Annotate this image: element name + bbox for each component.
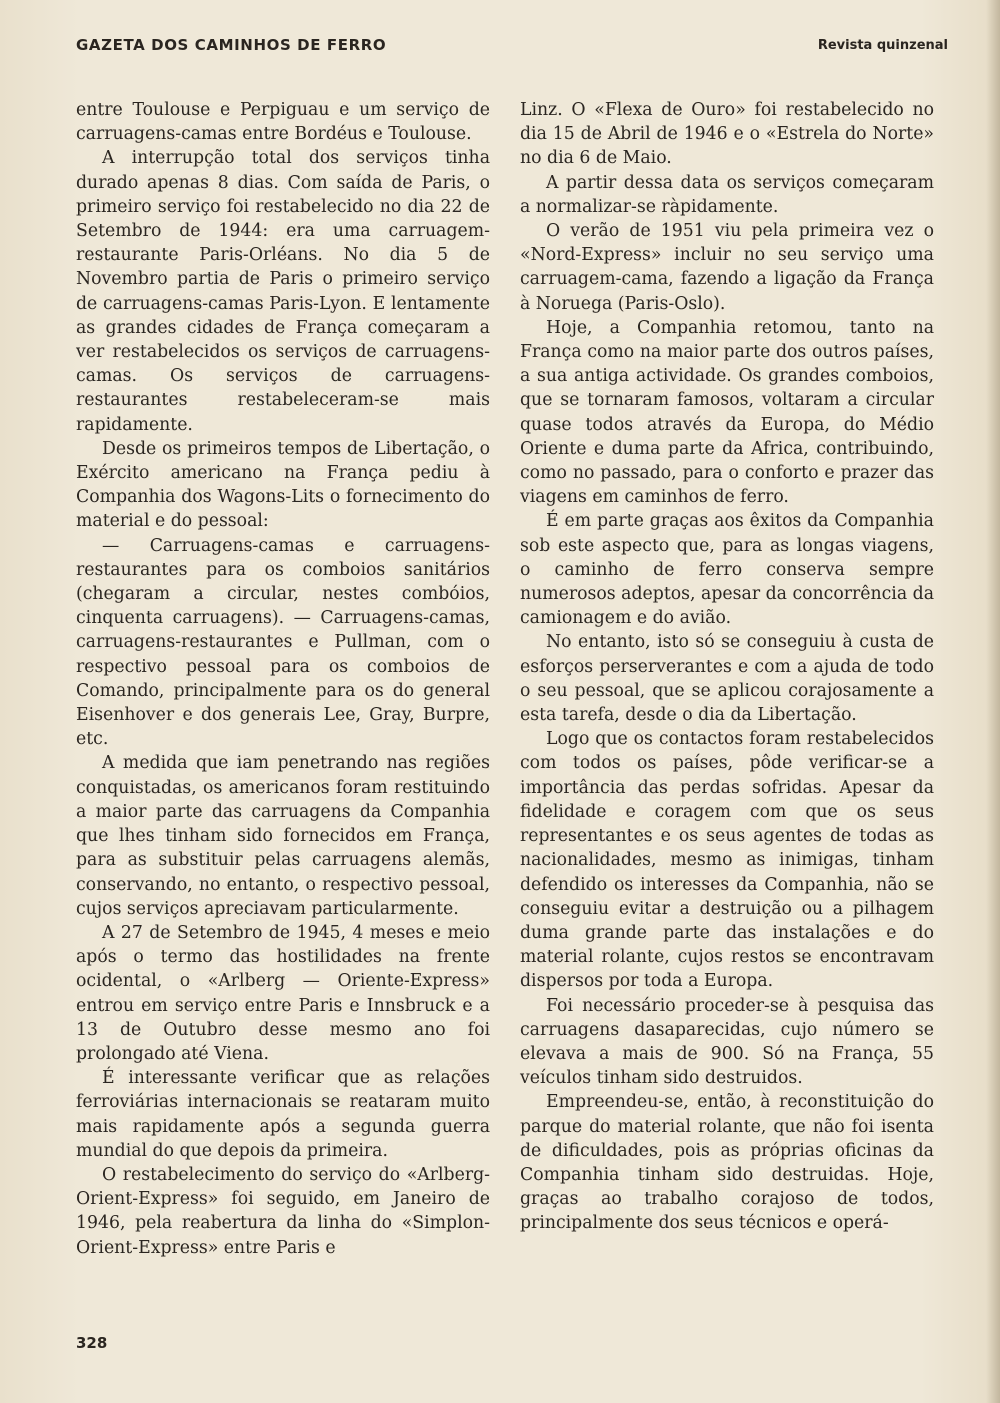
paragraph: O restabelecimento do serviço do «Arlberg-Orient-Express» foi seguido, em Janeiro de 1946, pela reabertura da linha do «Simplon-Orient-Express» entre Paris e	[76, 1164, 490, 1258]
paragraph: No entanto, isto só se conseguiu à custa de esforços perserverantes e com a ajuda de todo o seu pessoal, que se aplicou corajosamente a esta tarefa, desde o dia da Libertação.	[520, 632, 934, 726]
paragraph: É em parte graças aos êxitos da Companhia sob este aspecto que, para as longas viagens, o caminho de ferro conserva sempre numerosos adeptos, apesar da concorrência da camionagem e do avião.	[520, 511, 934, 629]
paragraph: Desde os primeiros tempos de Libertação, o Exército americano na França pediu à Companhia dos Wagons-Lits o fornecimento do material e do pessoal:	[76, 438, 490, 532]
paragraph: Foi necessário proceder-se à pesquisa das carruagens dasaparecidas, cujo número se elevava a mais de 900. Só na França, 55 veículos tinham sido destruidos.	[520, 995, 934, 1089]
paragraph: A partir dessa data os serviços começaram a normalizar-se ràpidamente.	[520, 172, 934, 217]
right-column	[520, 98, 934, 1236]
paragraph: Logo que os contactos foram restabelecidos com todos os países, pôde verificar-se a importância das perdas sofridas. Apesar da fidelidade e coragem com que os seus representantes e os seus agentes de todas as nacionalidades, mesmo as inimigas, tinham defendido os interesses da Companhia, não se conseguiu evitar a destruição ou a pilhagem duma grande parte das instalações e do material rolante, cujos restos se encontravam dispersos por toda a Europa.	[520, 729, 934, 992]
paragraph: Empreendeu-se, então, à reconstituição do parque do material rolante, que não foi isenta de dificuldades, pois as próprias oficinas da Companhia tinham sido destruidas. Hoje, graças ao trabalho corajoso de todos, principalmente dos seus técnicos e operá-	[520, 1092, 934, 1234]
paragraph: entre Toulouse e Perpiguau e um serviço de carruagens-camas entre Bordéus e Toulouse.	[76, 100, 490, 145]
paragraph: Linz. O «Flexa de Ouro» foi restabelecido no dia 15 de Abril de 1946 e o «Estrela do Norte» no dia 6 de Maio.	[520, 100, 934, 169]
paragraph: A interrupção total dos serviços tinha durado apenas 8 dias. Com saída de Paris, o primeiro serviço foi restabelecido no dia 22 de Setembro de 1944: era uma carruagem-restaurante Paris-Orléans. No dia 5 de Novembro partia de Paris o primeiro serviço de carruagens-camas Paris-Lyon. E lentamente as grandes cidades de França começaram a ver restabelecidos os serviços de carruagens-camas. Os serviços de carruagens-restaurantes restabeleceram-se mais rapidamente.	[76, 148, 490, 435]
paragraph: O verão de 1951 viu pela primeira vez o «Nord-Express» incluir no seu serviço uma carruagem-cama, fazendo a ligação da França à Noruega (Paris-Oslo).	[520, 221, 934, 314]
left-column	[76, 98, 490, 1260]
paragraph: É interessante verificar que as relações ferroviárias internacionais se reataram muito mais rapidamente após a segunda guerra mundial do que depois da primeira.	[76, 1068, 490, 1161]
page-number: 328	[76, 1334, 108, 1352]
running-header-title: GAZETA DOS CAMINHOS DE FERRO	[76, 36, 387, 54]
page-edge-shadow	[986, 0, 1000, 1403]
paragraph: — Carruagens-camas e carruagens-restaurantes para os comboios sanitários (chegaram a circular, nestes combóios, cinquenta carruagens). — Carruagens-camas, carruagens-restaurantes e Pullman, com o respectivo pessoal para os comboios de Comando, principalmente para os do general Eisenhover e dos generais Lee, Gray, Burpre, etc.	[76, 535, 490, 750]
running-header-subtitle: Revista quinzenal	[817, 38, 948, 53]
paragraph: A medida que iam penetrando nas regiões conquistadas, os americanos foram restituindo a maior parte das carruagens da Companhia que lhes tinham sido fornecidos em França, para as substituir pelas carruagens alemãs, conservando, no entanto, o respectivo pessoal, cujos serviços apreciavam particularmente.	[76, 753, 490, 919]
paragraph: Hoje, a Companhia retomou, tanto na França como na maior parte dos outros países, a sua antiga actividade. Os grandes comboios, que se tornaram famosos, voltaram a circular quase todos através da Europa, do Médio Oriente e duma parte da Africa, contribuindo, como no passado, para o conforto e prazer das viagens em caminhos de ferro.	[520, 317, 934, 508]
paragraph: A 27 de Setembro de 1945, 4 meses e meio após o termo das hostilidades na frente ocidental, o «Arlberg — Oriente-Express» entrou em serviço entre Paris e Innsbruck e a 13 de Outubro desse mesmo ano foi prolongado até Viena.	[76, 922, 490, 1064]
